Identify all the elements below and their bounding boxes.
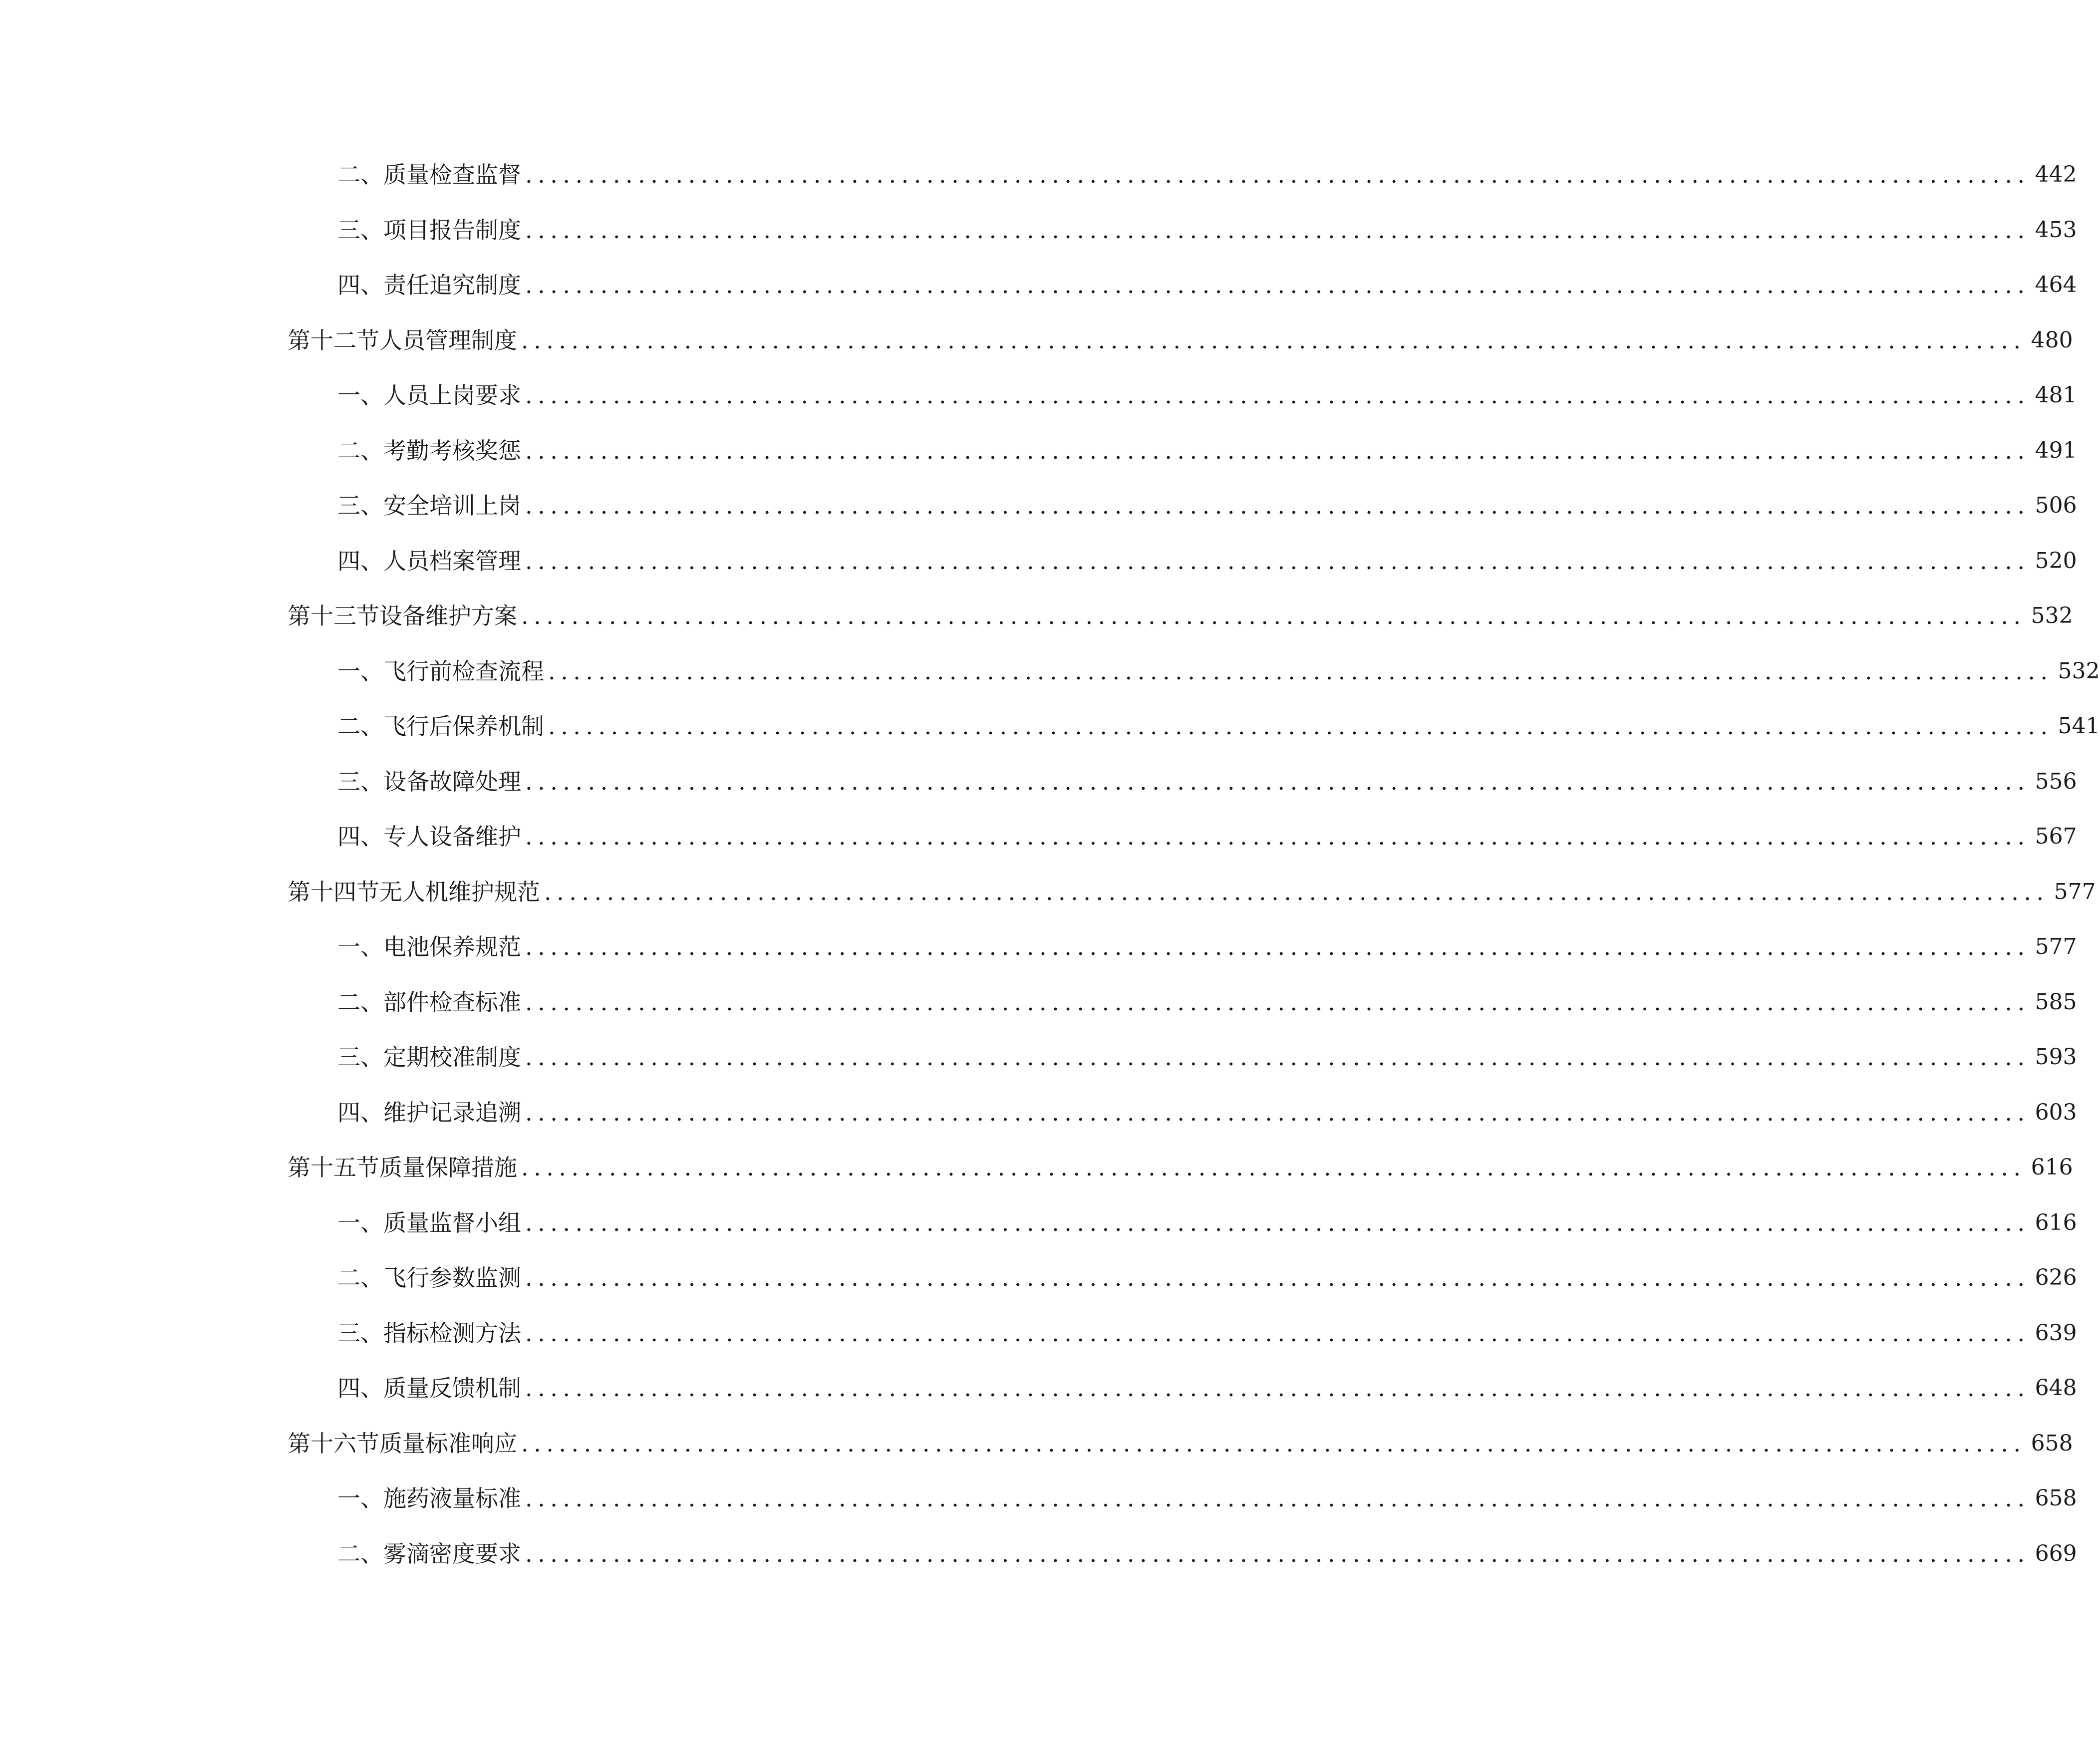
toc-entry-number: 第十四节 <box>288 878 379 905</box>
toc-subsection-entry[interactable] <box>337 486 2077 526</box>
toc-dot-leader: ........................................................................................................................ <box>525 272 2030 298</box>
toc-entry-number: 一、 <box>337 382 383 409</box>
toc-dot-leader: ........................................................................................................................ <box>521 1154 2026 1181</box>
toc-dot-leader: ........................................................................................................................ <box>525 1264 2030 1291</box>
toc-entry-page-number: 532 <box>2031 603 2073 628</box>
toc-entry-title: 设备故障处理 <box>383 768 521 795</box>
toc-entry-page-number: 585 <box>2035 989 2077 1015</box>
toc-subsection-entry[interactable] <box>337 1037 2077 1077</box>
toc-dot-leader: ........................................................................................................................ <box>525 1319 2030 1347</box>
toc-dot-leader: ........................................................................................................................ <box>525 1485 2030 1512</box>
toc-subsection-entry[interactable] <box>337 1534 2077 1574</box>
toc-dot-leader: ........................................................................................................................ <box>525 1209 2030 1236</box>
toc-entry-page-number: 506 <box>2035 493 2077 518</box>
toc-subsection-entry[interactable] <box>337 706 2100 746</box>
toc-entry-page-number: 442 <box>2035 162 2077 187</box>
toc-entry-number: 一、 <box>337 1209 383 1236</box>
toc-entry-number: 四、 <box>337 823 383 850</box>
toc-entry-title: 考勤考核奖惩 <box>383 437 521 464</box>
toc-entry-title: 专人设备维护 <box>383 823 521 850</box>
toc-entry-page-number: 532 <box>2058 658 2100 684</box>
toc-entry-number: 一、 <box>337 1485 383 1512</box>
toc-subsection-entry[interactable] <box>337 210 2077 250</box>
toc-entry-number: 四、 <box>337 1099 383 1126</box>
toc-dot-leader: ........................................................................................................................ <box>525 1099 2030 1126</box>
toc-entry-page-number: 626 <box>2035 1265 2077 1290</box>
toc-dot-leader: ........................................................................................................................ <box>525 1540 2030 1567</box>
toc-entry-number: 二、 <box>337 161 383 188</box>
toc-subsection-entry[interactable] <box>337 927 2077 967</box>
toc-subsection-entry[interactable] <box>337 982 2077 1022</box>
toc-entry-title: 人员管理制度 <box>379 326 517 354</box>
toc-dot-leader: ........................................................................................................................ <box>521 1430 2026 1457</box>
toc-entry-page-number: 593 <box>2035 1044 2077 1070</box>
toc-dot-leader: ........................................................................................................................ <box>521 326 2026 354</box>
toc-entry-title: 人员档案管理 <box>383 547 521 575</box>
toc-entry-title: 飞行参数监测 <box>383 1264 521 1291</box>
toc-entry-page-number: 616 <box>2035 1209 2077 1235</box>
toc-entry-number: 二、 <box>337 988 383 1016</box>
toc-entry-number: 第十二节 <box>288 326 379 354</box>
toc-subsection-entry[interactable] <box>337 762 2077 802</box>
toc-dot-leader: ........................................................................................................................ <box>525 988 2030 1016</box>
toc-entry-title: 定期校准制度 <box>383 1044 521 1071</box>
toc-entry-number: 第十三节 <box>288 602 379 629</box>
toc-entry-page-number: 567 <box>2035 824 2077 849</box>
toc-entry-number: 第十五节 <box>288 1154 379 1181</box>
toc-entry-title: 质量标准响应 <box>379 1430 517 1457</box>
toc-entry-number: 三、 <box>337 1044 383 1071</box>
toc-section-entry[interactable] <box>288 1424 2073 1463</box>
toc-subsection-entry[interactable] <box>337 817 2077 857</box>
toc-entry-title: 质量保障措施 <box>379 1154 517 1181</box>
toc-subsection-entry[interactable] <box>337 1258 2077 1298</box>
toc-dot-leader: ........................................................................................................................ <box>544 878 2049 905</box>
toc-entry-page-number: 669 <box>2035 1540 2077 1566</box>
toc-dot-leader: ........................................................................................................................ <box>525 768 2030 795</box>
toc-entry-title: 质量检查监督 <box>383 161 521 188</box>
toc-dot-leader: ........................................................................................................................ <box>525 823 2030 850</box>
toc-subsection-entry[interactable] <box>337 1313 2077 1353</box>
toc-entry-page-number: 639 <box>2035 1320 2077 1346</box>
toc-entry-title: 飞行前检查流程 <box>383 657 544 685</box>
toc-entry-title: 雾滴密度要求 <box>383 1540 521 1567</box>
toc-entry-number: 二、 <box>337 1540 383 1567</box>
toc-dot-leader: ........................................................................................................................ <box>525 1375 2030 1402</box>
toc-entry-number: 三、 <box>337 768 383 795</box>
toc-entry-page-number: 491 <box>2035 437 2077 463</box>
toc-dot-leader: ........................................................................................................................ <box>525 1044 2030 1071</box>
toc-entry-number: 二、 <box>337 713 383 740</box>
toc-entry-page-number: 453 <box>2035 217 2077 243</box>
toc-entry-number: 三、 <box>337 1319 383 1347</box>
toc-dot-leader: ........................................................................................................................ <box>525 492 2030 519</box>
toc-entry-title: 质量监督小组 <box>383 1209 521 1236</box>
toc-entry-number: 四、 <box>337 272 383 298</box>
toc-entry-title: 质量反馈机制 <box>383 1375 521 1402</box>
toc-entry-title: 维护记录追溯 <box>383 1099 521 1126</box>
toc-dot-leader: ........................................................................................................................ <box>525 547 2030 575</box>
toc-entry-number: 二、 <box>337 437 383 464</box>
toc-entry-title: 人员上岗要求 <box>383 382 521 409</box>
toc-entry-page-number: 577 <box>2054 878 2096 904</box>
toc-dot-leader: ........................................................................................................................ <box>525 382 2030 409</box>
toc-dot-leader: ........................................................................................................................ <box>521 602 2026 629</box>
toc-subsection-entry[interactable] <box>337 1203 2077 1243</box>
toc-entry-number: 第十六节 <box>288 1430 379 1457</box>
toc-entry-number: 四、 <box>337 547 383 575</box>
toc-dot-leader: ........................................................................................................................ <box>548 657 2053 685</box>
toc-entry-title: 部件检查标准 <box>383 988 521 1016</box>
toc-subsection-entry[interactable] <box>337 1368 2077 1408</box>
toc-entry-page-number: 658 <box>2035 1485 2077 1511</box>
toc-entry-number: 二、 <box>337 1264 383 1291</box>
toc-subsection-entry[interactable] <box>337 541 2077 581</box>
toc-subsection-entry[interactable] <box>337 265 2077 305</box>
toc-entry-page-number: 616 <box>2031 1155 2073 1180</box>
toc-entry-number: 三、 <box>337 492 383 519</box>
toc-entry-title: 安全培训上岗 <box>383 492 521 519</box>
toc-subsection-entry[interactable] <box>337 651 2100 691</box>
toc-entry-page-number: 481 <box>2035 382 2077 408</box>
toc-entry-number: 一、 <box>337 657 383 685</box>
toc-section-entry[interactable] <box>288 596 2073 636</box>
toc-entry-title: 责任追究制度 <box>383 272 521 298</box>
toc-entry-page-number: 556 <box>2035 768 2077 794</box>
toc-entry-number: 一、 <box>337 933 383 960</box>
toc-section-entry[interactable] <box>288 320 2073 360</box>
toc-subsection-entry[interactable] <box>337 375 2077 415</box>
toc-entry-page-number: 648 <box>2035 1375 2077 1401</box>
toc-entry-number: 三、 <box>337 216 383 244</box>
toc-dot-leader: ........................................................................................................................ <box>548 713 2053 740</box>
toc-dot-leader: ........................................................................................................................ <box>525 161 2030 188</box>
toc-entry-page-number: 658 <box>2031 1430 2073 1456</box>
toc-subsection-entry[interactable] <box>337 1478 2077 1518</box>
toc-entry-title: 无人机维护规范 <box>379 878 540 905</box>
toc-entry-number: 四、 <box>337 1375 383 1402</box>
toc-subsection-entry[interactable] <box>337 431 2077 471</box>
toc-entry-page-number: 603 <box>2035 1099 2077 1125</box>
toc-dot-leader: ........................................................................................................................ <box>525 933 2030 960</box>
toc-entry-title: 飞行后保养机制 <box>383 713 544 740</box>
toc-entry-page-number: 541 <box>2058 713 2100 739</box>
toc-subsection-entry[interactable] <box>337 1093 2077 1133</box>
toc-dot-leader: ........................................................................................................................ <box>525 216 2030 244</box>
toc-section-entry[interactable] <box>288 1148 2073 1187</box>
toc-entry-title: 项目报告制度 <box>383 216 521 244</box>
toc-entry-title: 施药液量标准 <box>383 1485 521 1512</box>
toc-entry-page-number: 520 <box>2035 548 2077 574</box>
toc-entry-page-number: 480 <box>2031 327 2073 353</box>
toc-section-entry[interactable] <box>288 872 2096 912</box>
toc-entry-title: 电池保养规范 <box>383 933 521 960</box>
toc-dot-leader: ........................................................................................................................ <box>525 437 2030 464</box>
toc-subsection-entry[interactable] <box>337 155 2077 195</box>
toc-entry-title: 指标检测方法 <box>383 1319 521 1347</box>
toc-entry-page-number: 464 <box>2035 272 2077 297</box>
toc-entry-page-number: 577 <box>2035 934 2077 959</box>
toc-entry-title: 设备维护方案 <box>379 602 517 629</box>
